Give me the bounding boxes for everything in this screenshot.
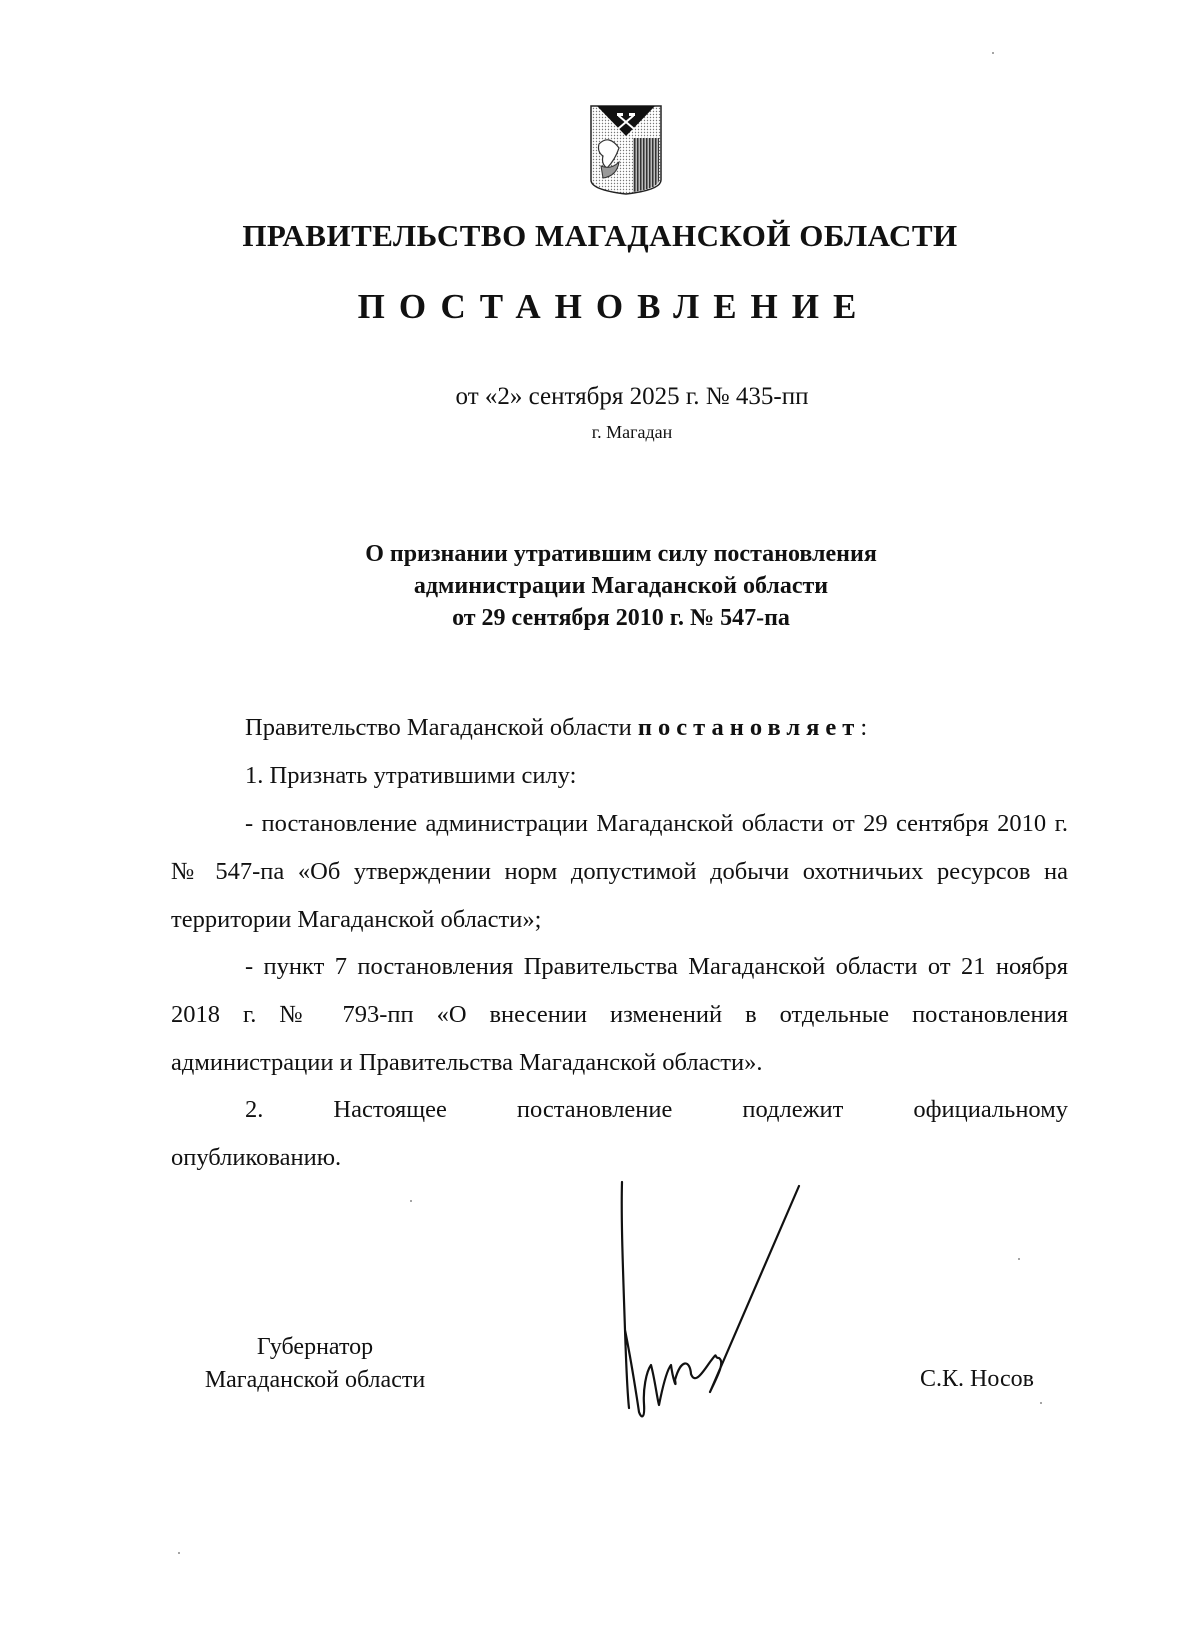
item-2-paragraph — [171, 1086, 1068, 1182]
document-city: г. Магадан — [591, 422, 673, 442]
document-date-number: от «2» сентября 2025 г. № 435-пп — [455, 383, 809, 410]
item-1b-paragraph: - пункт 7 постановления Правительства Магаданской области от 21 ноября 2018 г. № 793-пп «О внесении изменений в отдельные постановления администрации и Правительства Магаданской области». — [171, 953, 1068, 1076]
signer-name: С.К. Носов — [920, 1366, 1034, 1392]
item-2-word: официальному — [913, 1096, 1068, 1123]
intro-paragraph — [171, 704, 1068, 752]
government-title: ПРАВИТЕЛЬСТВО МАГАДАНСКОЙ ОБЛАСТИ — [242, 218, 958, 253]
item-2-end: опубликованию. — [171, 1144, 342, 1171]
handwritten-signature-icon — [615, 1180, 805, 1425]
scan-speck — [178, 1552, 180, 1554]
coat-of-arms-icon — [589, 104, 663, 196]
scan-speck — [410, 1200, 412, 1202]
item-1a-paragraph: - постановление администрации Магаданской области от 29 сентября 2010 г. № 547-па «Об утверждении норм допустимой добычи охотничьих ресурсов на территории Магаданской области»; — [171, 810, 1068, 933]
item-2-first-line — [171, 1086, 1068, 1134]
signer-position: Губернатор Магаданской области — [204, 1334, 426, 1393]
item-2-word: 2. — [245, 1096, 264, 1123]
intro-text: Правительство Магаданской области — [245, 714, 638, 741]
item-2-word: подлежит — [742, 1096, 844, 1123]
item-2-word: Настоящее — [333, 1096, 447, 1123]
scan-speck — [1018, 1258, 1020, 1260]
intro-end: : — [860, 714, 868, 741]
intro-verb: постановляет — [637, 714, 861, 741]
subject-line: администрации Магаданской области — [413, 573, 829, 599]
subject-line: от 29 сентября 2010 г. № 547-па — [452, 605, 790, 631]
document-type-title: ПОСТАНОВЛЕНИЕ — [357, 287, 871, 326]
subject-line: О признании утратившим силу постановления — [365, 541, 877, 567]
scan-speck — [1040, 1402, 1042, 1404]
scan-speck — [992, 52, 994, 54]
document-subject — [0, 538, 1200, 634]
item-1-paragraph: 1. Признать утратившими силу: — [245, 762, 577, 789]
item-2-word: постановление — [516, 1096, 673, 1123]
